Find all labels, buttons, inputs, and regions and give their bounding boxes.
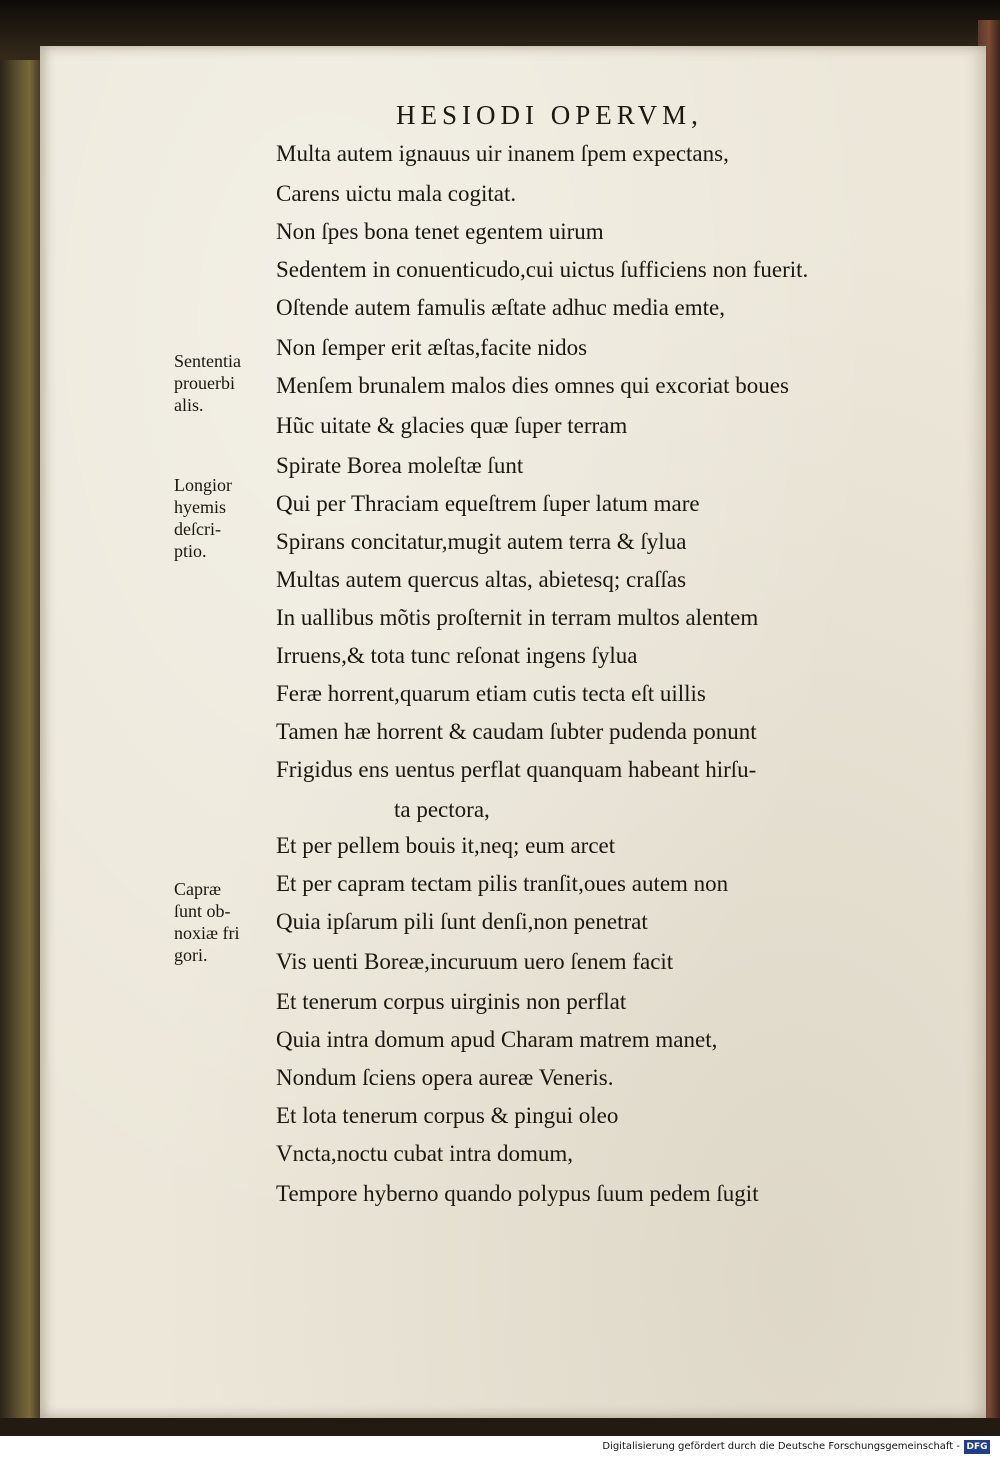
book-spine	[0, 60, 42, 1420]
verse-line: Feræ horrent,quarum etiam cutis tecta eſt uillis	[276, 681, 706, 706]
verse-line: Multa autem ignauus uir inanem ſpem expectans,	[276, 141, 729, 166]
verse-line: Et lota tenerum corpus & pingui oleo	[276, 1103, 619, 1128]
verse-line: Hũc uitate & glacies quæ ſuper terram	[276, 413, 628, 438]
verse-line: Non ſemper erit æſtas,facite nidos	[276, 335, 588, 360]
verse-line: Tempore hyberno quando polypus ſuum pedem ſugit	[276, 1181, 759, 1206]
verse-line: Vis uenti Boreæ,incuruum uero ſenem facit	[276, 949, 674, 974]
verse-line: Nondum ſciens opera aureæ Veneris.	[276, 1065, 614, 1090]
verse-line: Menſem brunalem malos dies omnes qui excoriat boues	[276, 373, 789, 398]
verse-line: Spirans concitatur,mugit autem terra & ſylua	[276, 529, 687, 554]
marginal-note: Sententia prouerbi alis.	[174, 351, 241, 415]
verse-line: Oſtende autem famulis æſtate adhuc media emte,	[276, 295, 725, 320]
marginal-note: Capræ ſunt ob- noxiæ fri gori.	[174, 879, 240, 965]
marginal-note: Longior hyemis deſcri- ptio.	[174, 475, 232, 561]
verse-line: Frigidus ens uentus perflat quanquam habeant hirſu-	[276, 757, 757, 782]
verse-line: Carens uictu mala cogitat.	[276, 181, 517, 206]
verse-line: Qui per Thraciam equeſtrem ſuper latum mare	[276, 491, 700, 516]
verse-line: Vncta,noctu cubat intra domum,	[276, 1141, 574, 1166]
verse-line: Irruens,& tota tunc reſonat ingens ſylua	[276, 643, 638, 668]
dfg-logo-icon: DFG	[964, 1440, 990, 1454]
verse-line: ta pectora,	[394, 797, 490, 822]
verse-line: Et per capram tectam pilis tranſit,oues autem non	[276, 871, 729, 896]
verse-line: Quia intra domum apud Charam matrem manet,	[276, 1027, 718, 1052]
footer-credit: Digitalisierung gefördert durch die Deutsche Forschungsgemeinschaft -	[602, 1441, 960, 1452]
running-head: HESIODI OPERVM,	[396, 100, 703, 130]
verse-line: Spirate Borea moleſtæ ſunt	[276, 453, 524, 478]
verse-line: Multas autem quercus altas, abietesq; craſſas	[276, 567, 687, 592]
book-bottom-edge	[0, 1418, 1000, 1436]
verse-line: Non ſpes bona tenet egentem uirum	[276, 219, 604, 244]
verse-line: Et tenerum corpus uirginis non perflat	[276, 989, 627, 1014]
verse-line: In uallibus mõtis proſternit in terram multos alentem	[276, 605, 759, 630]
verse-line: Et per pellem bouis it,neq; eum arcet	[276, 833, 616, 858]
verse-line: Quia ipſarum pili ſunt denſi,non penetrat	[276, 909, 648, 934]
verse-line: Tamen hæ horrent & caudam ſubter pudenda ponunt	[276, 719, 757, 744]
verse-line: Sedentem in conuenticudo,cui uictus ſufficiens non fuerit.	[276, 257, 809, 282]
